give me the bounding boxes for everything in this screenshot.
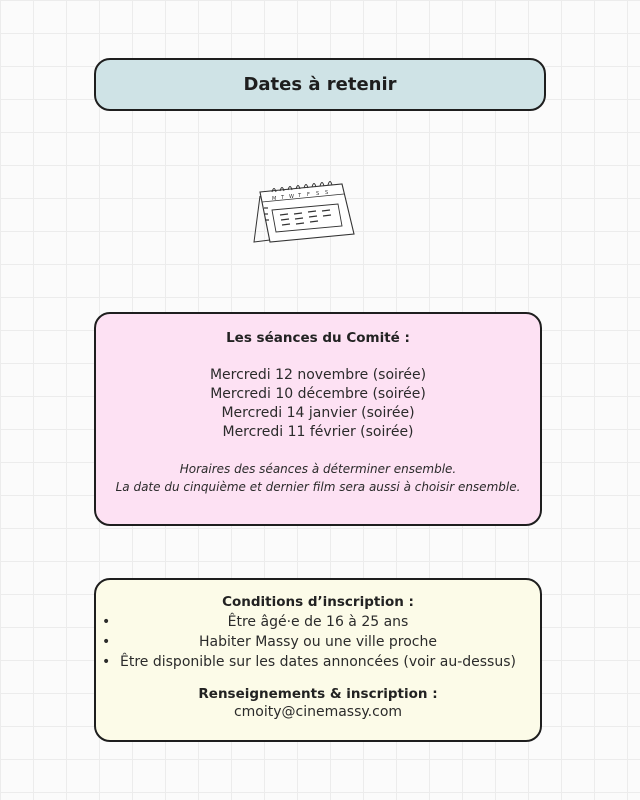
condition-text: Être âgé·e de 16 à 25 ans <box>227 614 409 630</box>
session-date: Mercredi 10 décembre (soirée) <box>210 386 426 402</box>
sessions-notes <box>96 460 540 496</box>
conditions-list <box>96 612 540 672</box>
svg-text:W: W <box>289 194 294 200</box>
sessions-dates-list <box>96 366 540 442</box>
svg-text:S: S <box>316 191 320 197</box>
sessions-panel <box>94 312 542 526</box>
session-date: Mercredi 14 janvier (soirée) <box>221 405 415 421</box>
list-item <box>96 612 540 632</box>
condition-text: Être disponible sur les dates annoncées (voir au-dessus) <box>120 654 516 670</box>
sessions-note: La date du cinquième et dernier film sera aussi à choisir ensemble. <box>115 480 521 494</box>
session-date: Mercredi 11 février (soirée) <box>222 424 414 440</box>
bullet-icon: • <box>102 654 111 670</box>
page-title-box <box>94 58 546 111</box>
svg-text:F: F <box>307 192 310 198</box>
contact-title: Renseignements & inscription : <box>198 686 438 702</box>
conditions-panel <box>94 578 542 742</box>
condition-text: Habiter Massy ou une ville proche <box>199 634 437 650</box>
sessions-title: Les séances du Comité : <box>226 330 410 346</box>
svg-text:T: T <box>281 195 285 201</box>
calendar-icon <box>250 178 358 248</box>
bullet-icon: • <box>102 614 111 630</box>
session-date: Mercredi 12 novembre (soirée) <box>209 367 427 383</box>
list-item <box>96 652 540 672</box>
contact-email: cmoity@cinemassy.com <box>233 704 403 720</box>
list-item <box>96 632 540 652</box>
page-title: Dates à retenir <box>243 74 397 95</box>
svg-text:M: M <box>272 196 277 202</box>
svg-text:S: S <box>325 190 329 196</box>
svg-text:T: T <box>298 193 302 199</box>
bullet-icon: • <box>102 634 111 650</box>
sessions-note: Horaires des séances à déterminer ensemble. <box>179 462 457 476</box>
conditions-title: Conditions d’inscription : <box>222 594 414 610</box>
